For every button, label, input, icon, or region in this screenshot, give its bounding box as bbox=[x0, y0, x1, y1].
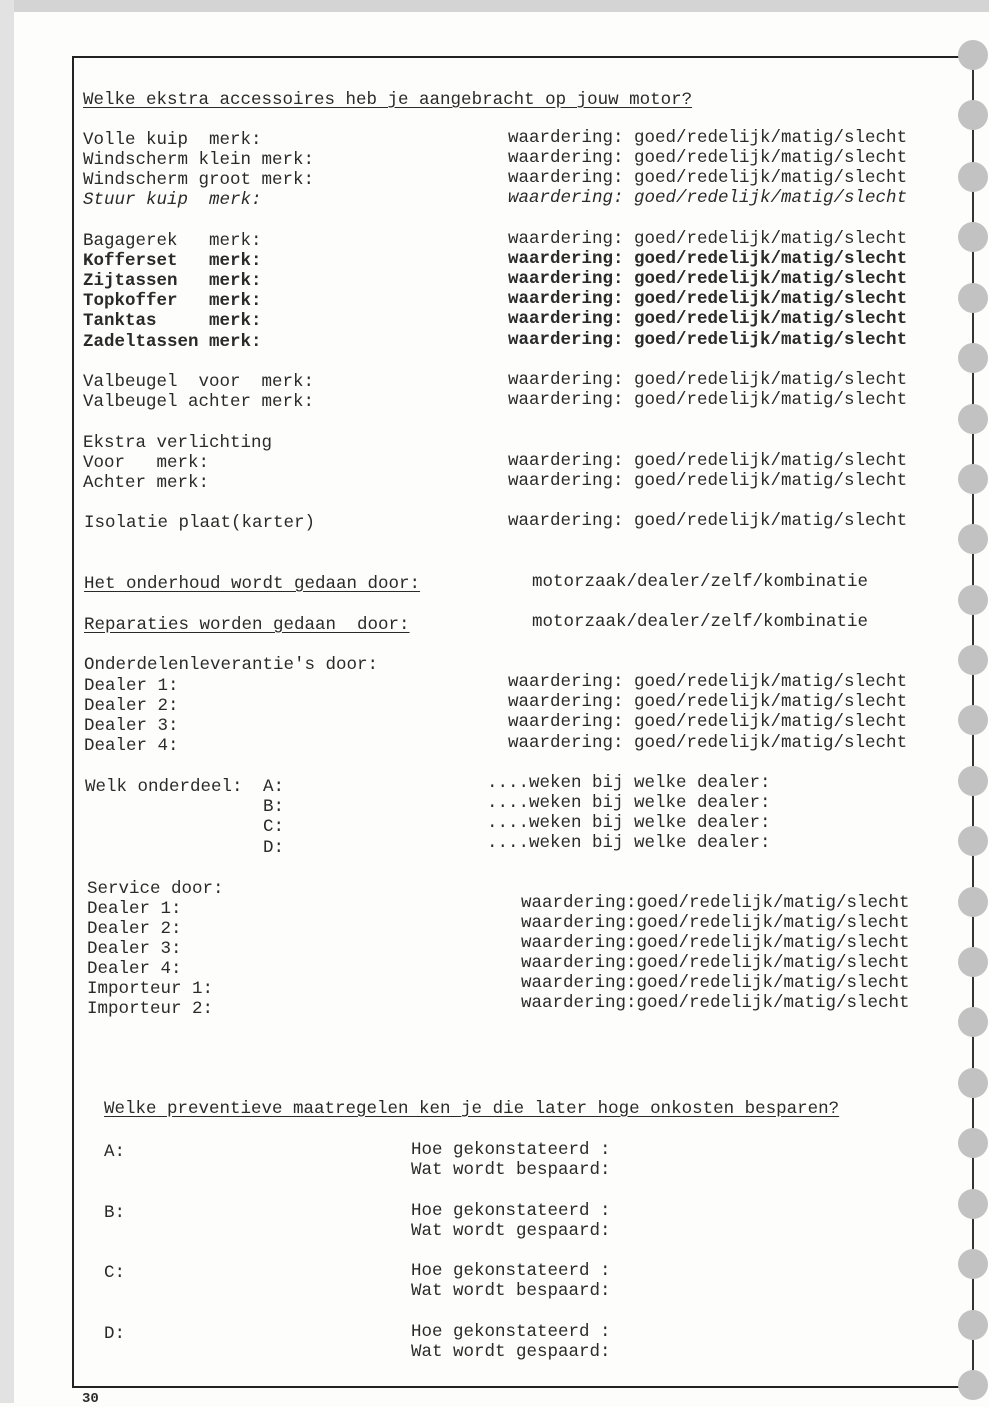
dealer-label: Dealer 4: bbox=[84, 736, 179, 756]
accessory-label: Kofferset merk: bbox=[83, 251, 262, 271]
accessory-label: Bagagerek merk: bbox=[83, 231, 262, 251]
accessory-label: Volle kuip merk: bbox=[83, 130, 262, 150]
maintenance-label: Het onderhoud wordt gedaan door: bbox=[84, 574, 421, 594]
preventive-letter: A: bbox=[104, 1142, 126, 1162]
accessory-label: Windscherm groot merk: bbox=[83, 170, 315, 190]
binding-hole bbox=[958, 162, 988, 192]
service-label: Importeur 1: bbox=[87, 979, 214, 999]
rating-line: waardering: goed/redelijk/matig/slecht bbox=[508, 188, 908, 208]
binding-hole bbox=[958, 705, 988, 735]
rating-line: waardering: goed/redelijk/matig/slecht bbox=[508, 269, 908, 289]
service-label: Dealer 4: bbox=[87, 959, 182, 979]
binding-hole bbox=[958, 826, 988, 856]
accessory-label: Isolatie plaat(karter) bbox=[84, 513, 316, 533]
rating-line: waardering: goed/redelijk/matig/slecht bbox=[508, 511, 908, 531]
preventive-letter: D: bbox=[104, 1324, 126, 1344]
part-weeks: ....weken bij welke dealer: bbox=[487, 813, 771, 833]
preventive-letter: C: bbox=[104, 1263, 126, 1283]
binding-hole bbox=[958, 947, 988, 977]
dealer-label: Dealer 2: bbox=[84, 696, 179, 716]
part-weeks: ....weken bij welke dealer: bbox=[487, 833, 771, 853]
binding-hole bbox=[958, 524, 988, 554]
rating-line: waardering: goed/redelijk/matig/slecht bbox=[508, 289, 908, 309]
which-part-label: Welk onderdeel: bbox=[85, 777, 243, 797]
accessory-label: Voor merk: bbox=[83, 453, 210, 473]
preventive-question: Hoe gekonstateerd : bbox=[411, 1201, 611, 1221]
rating-line: waardering:goed/redelijk/matig/slecht bbox=[521, 913, 910, 933]
preventive-letter: B: bbox=[104, 1203, 126, 1223]
binding-hole bbox=[958, 1249, 988, 1279]
repairs-options: motorzaak/dealer/zelf/kombinatie bbox=[532, 612, 869, 632]
accessory-label: Tanktas merk: bbox=[83, 311, 262, 331]
scan-top-edge bbox=[0, 0, 989, 12]
rating-line: waardering:goed/redelijk/matig/slecht bbox=[521, 973, 910, 993]
accessory-label: Zadeltassen merk: bbox=[83, 332, 262, 352]
service-title: Service door: bbox=[87, 879, 224, 899]
rating-line: waardering:goed/redelijk/matig/slecht bbox=[521, 993, 910, 1013]
rating-line: waardering: goed/redelijk/matig/slecht bbox=[508, 128, 908, 148]
accessory-label: Topkoffer merk: bbox=[83, 291, 262, 311]
binding-hole bbox=[958, 283, 988, 313]
binding-hole bbox=[958, 766, 988, 796]
service-label: Importeur 2: bbox=[87, 999, 214, 1019]
rating-line: waardering: goed/redelijk/matig/slecht bbox=[508, 712, 908, 732]
rating-line: waardering:goed/redelijk/matig/slecht bbox=[521, 933, 910, 953]
part-letter: D: bbox=[263, 838, 285, 858]
maintenance-options: motorzaak/dealer/zelf/kombinatie bbox=[532, 572, 869, 592]
rating-line: waardering:goed/redelijk/matig/slecht bbox=[521, 953, 910, 973]
rating-line: waardering: goed/redelijk/matig/slecht bbox=[508, 309, 908, 329]
preventive-heading: Welke preventieve maatregelen ken je die later hoge onkosten besparen? bbox=[104, 1099, 840, 1119]
binding-hole bbox=[958, 464, 988, 494]
preventive-question: Wat wordt bespaard: bbox=[411, 1281, 611, 1301]
binding-hole bbox=[958, 343, 988, 373]
accessory-label: Windscherm klein merk: bbox=[83, 150, 315, 170]
rating-line: waardering:goed/redelijk/matig/slecht bbox=[521, 893, 910, 913]
part-weeks: ....weken bij welke dealer: bbox=[487, 793, 771, 813]
binding-hole bbox=[958, 222, 988, 252]
preventive-question: Wat wordt gespaard: bbox=[411, 1221, 611, 1241]
rating-line: waardering: goed/redelijk/matig/slecht bbox=[508, 692, 908, 712]
service-label: Dealer 1: bbox=[87, 899, 182, 919]
accessory-label: Achter merk: bbox=[83, 473, 210, 493]
rating-line: waardering: goed/redelijk/matig/slecht bbox=[508, 168, 908, 188]
binding-hole bbox=[958, 1310, 988, 1340]
rating-line: waardering: goed/redelijk/matig/slecht bbox=[508, 330, 908, 350]
part-letter: B: bbox=[263, 797, 285, 817]
binding-hole bbox=[958, 1189, 988, 1219]
binding-hole bbox=[958, 645, 988, 675]
rating-line: waardering: goed/redelijk/matig/slecht bbox=[508, 249, 908, 269]
binding-hole bbox=[958, 585, 988, 615]
dealer-label: Dealer 3: bbox=[84, 716, 179, 736]
accessory-label: Valbeugel voor merk: bbox=[83, 372, 315, 392]
lighting-title: Ekstra verlichting bbox=[83, 433, 273, 453]
binding-hole bbox=[958, 887, 988, 917]
binding-hole bbox=[958, 1128, 988, 1158]
page-number: 30 bbox=[82, 1391, 99, 1407]
part-letter: A: bbox=[263, 777, 285, 797]
rating-line: waardering: goed/redelijk/matig/slecht bbox=[508, 733, 908, 753]
parts-title: Onderdelenleverantie's door: bbox=[84, 655, 379, 675]
preventive-question: Wat wordt bespaard: bbox=[411, 1160, 611, 1180]
accessory-label: Valbeugel achter merk: bbox=[83, 392, 315, 412]
preventive-question: Hoe gekonstateerd : bbox=[411, 1322, 611, 1342]
rating-line: waardering: goed/redelijk/matig/slecht bbox=[508, 390, 908, 410]
binding-hole bbox=[958, 40, 988, 70]
accessory-label: Zijtassen merk: bbox=[83, 271, 262, 291]
binding-hole bbox=[958, 100, 988, 130]
repairs-label: Reparaties worden gedaan door: bbox=[84, 615, 410, 635]
rating-line: waardering: goed/redelijk/matig/slecht bbox=[508, 148, 908, 168]
dealer-label: Dealer 1: bbox=[84, 676, 179, 696]
scan-left-edge bbox=[0, 0, 14, 1403]
service-label: Dealer 3: bbox=[87, 939, 182, 959]
binding-hole bbox=[958, 404, 988, 434]
binding-hole bbox=[958, 1007, 988, 1037]
rating-line: waardering: goed/redelijk/matig/slecht bbox=[508, 229, 908, 249]
rating-line: waardering: goed/redelijk/matig/slecht bbox=[508, 672, 908, 692]
service-label: Dealer 2: bbox=[87, 919, 182, 939]
binding-hole bbox=[958, 1370, 988, 1400]
rating-line: waardering: goed/redelijk/matig/slecht bbox=[508, 370, 908, 390]
rating-line: waardering: goed/redelijk/matig/slecht bbox=[508, 471, 908, 491]
preventive-question: Wat wordt gespaard: bbox=[411, 1342, 611, 1362]
part-letter: C: bbox=[263, 817, 285, 837]
accessory-label: Stuur kuip merk: bbox=[83, 190, 262, 210]
accessories-heading: Welke ekstra accessoires heb je aangebracht op jouw motor? bbox=[83, 90, 693, 110]
rating-line: waardering: goed/redelijk/matig/slecht bbox=[508, 451, 908, 471]
preventive-question: Hoe gekonstateerd : bbox=[411, 1140, 611, 1160]
binding-hole bbox=[958, 1068, 988, 1098]
preventive-question: Hoe gekonstateerd : bbox=[411, 1261, 611, 1281]
part-weeks: ....weken bij welke dealer: bbox=[487, 773, 771, 793]
